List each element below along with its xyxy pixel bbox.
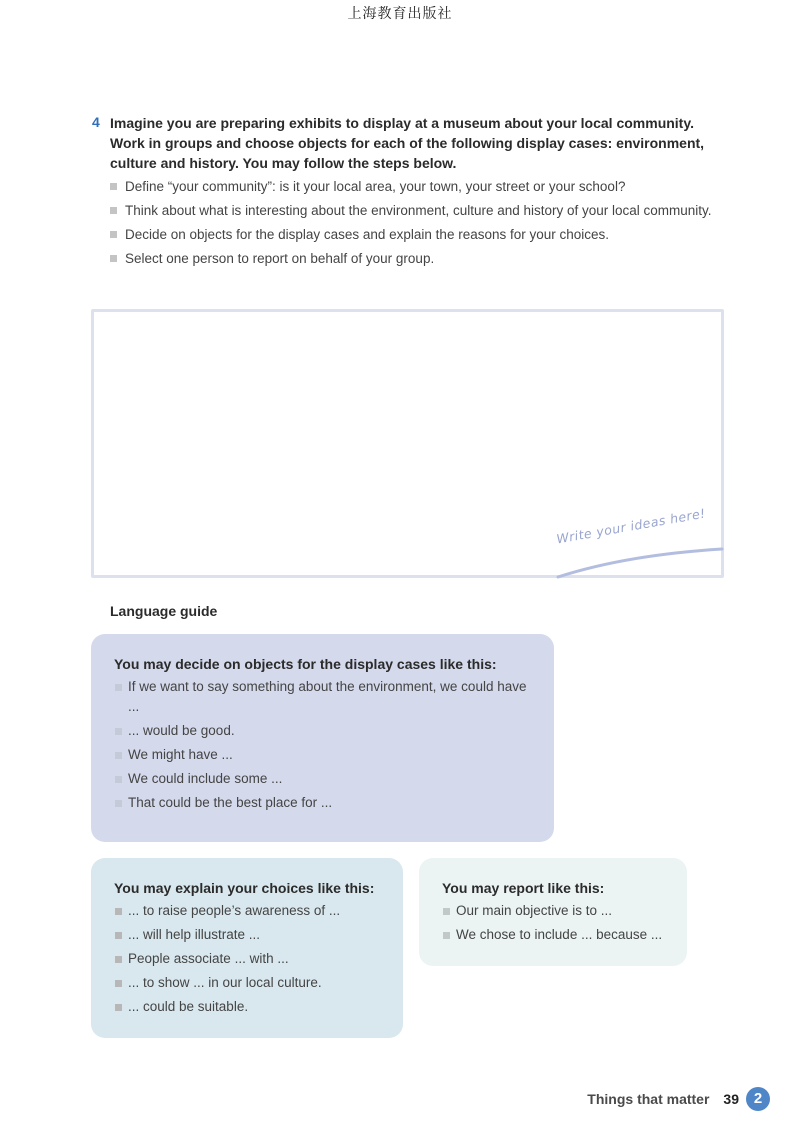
list-item: ... could be suitable. bbox=[114, 997, 381, 1017]
list-item: We might have ... bbox=[114, 745, 532, 765]
unit-title: Things that matter bbox=[587, 1091, 710, 1107]
task-steps bbox=[110, 177, 732, 268]
list-item: People associate ... with ... bbox=[114, 949, 381, 969]
write-ideas-hint: Write your ideas here! bbox=[552, 505, 709, 547]
report-heading: You may report like this: bbox=[442, 880, 605, 896]
explain-heading: You may explain your choices like this: bbox=[114, 880, 375, 896]
decide-objects-panel bbox=[91, 634, 554, 842]
unit-badge: 2 bbox=[746, 1087, 770, 1111]
swoosh-decoration bbox=[556, 543, 726, 583]
task-instruction: Imagine you are preparing exhibits to display at a museum about your local community. Work in groups and choose objects for each of the following display cases: environment, culture and history. You may follow the steps below. bbox=[110, 115, 705, 171]
task-step: Select one person to report on behalf of your group. bbox=[110, 249, 732, 268]
list-item: If we want to say something about the environment, we could have ... bbox=[114, 677, 532, 717]
list-item: ... would be good. bbox=[114, 721, 532, 741]
list-item: We chose to include ... because ... bbox=[442, 925, 665, 945]
task-step: Think about what is interesting about the environment, culture and history of your local community. bbox=[110, 201, 732, 220]
decide-heading: You may decide on objects for the display cases like this: bbox=[114, 656, 497, 672]
list-item: ... to raise people’s awareness of ... bbox=[114, 901, 381, 921]
task-number: 4 bbox=[92, 114, 100, 130]
report-panel bbox=[419, 858, 687, 966]
publisher-header: 上海教育出版社 bbox=[347, 6, 453, 22]
task-step: Define “your community”: is it your local area, your town, your street or your school? bbox=[110, 177, 732, 196]
report-list bbox=[442, 901, 665, 945]
task-section bbox=[92, 113, 732, 273]
page-number: 39 bbox=[723, 1091, 739, 1107]
ideas-writing-area[interactable] bbox=[91, 309, 724, 578]
language-guide-title: Language guide bbox=[110, 603, 218, 619]
page-footer bbox=[587, 1087, 770, 1111]
list-item: That could be the best place for ... bbox=[114, 793, 532, 813]
list-item: ... will help illustrate ... bbox=[114, 925, 381, 945]
list-item: Our main objective is to ... bbox=[442, 901, 665, 921]
list-item: We could include some ... bbox=[114, 769, 532, 789]
task-step: Decide on objects for the display cases and explain the reasons for your choices. bbox=[110, 225, 732, 244]
explain-list bbox=[114, 901, 381, 1017]
list-item: ... to show ... in our local culture. bbox=[114, 973, 381, 993]
decide-list bbox=[114, 677, 532, 813]
explain-choices-panel bbox=[91, 858, 403, 1038]
